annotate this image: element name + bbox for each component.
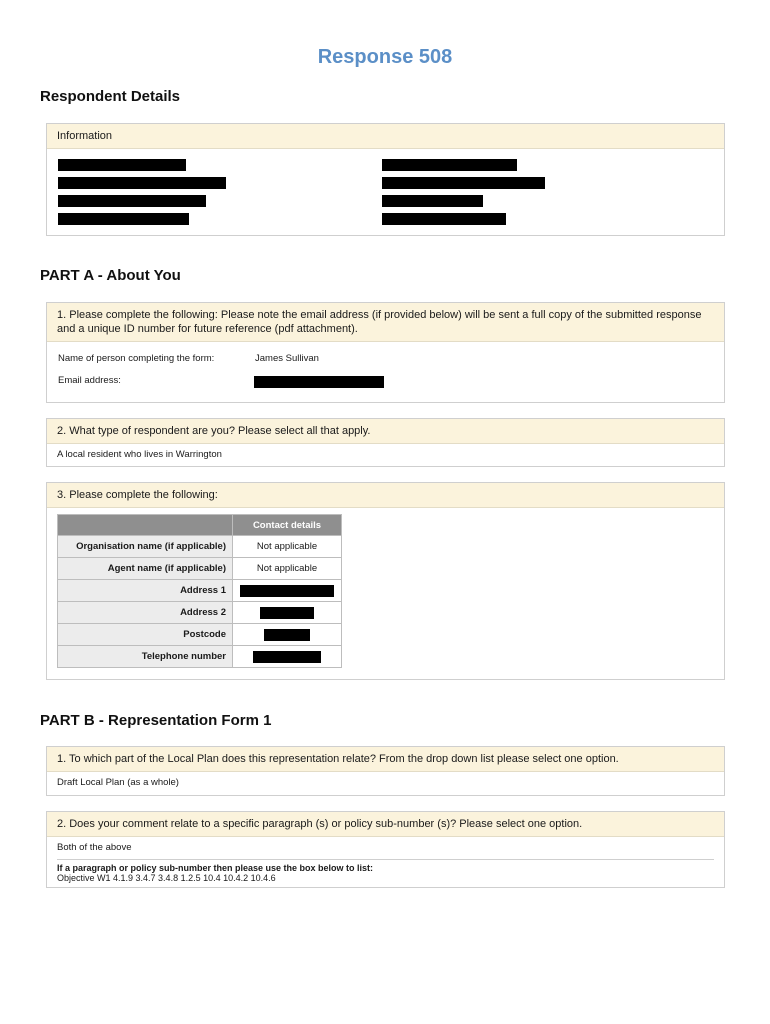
name-value: James Sullivan (255, 353, 319, 364)
part-a-q1-question: 1. Please complete the following: Please note the email address (if provided below) will be sent a full copy of the submitted response and a unique ID number for future reference (pdf attachment). (47, 303, 724, 342)
list-value: Objective W1 4.1.9 3.4.7 3.4.8 1.2.5 10.4 10.4.2 10.4.6 (57, 873, 276, 883)
table-row (58, 558, 342, 580)
info-box-title: Information (47, 124, 724, 149)
part-a-q3-question: 3. Please complete the following: (47, 483, 724, 508)
part-a-q3-box (46, 482, 725, 680)
part-b-q2-box (46, 811, 725, 888)
table-row (58, 580, 342, 602)
redacted-field (382, 213, 506, 225)
redacted-field (58, 177, 226, 189)
redacted-field (382, 195, 483, 207)
part-a-heading: PART A - About You (40, 267, 181, 284)
row-label: Agent name (if applicable) (58, 558, 233, 580)
contact-details-table (57, 514, 342, 668)
part-b-q1-box (46, 746, 725, 796)
row-label: Address 2 (58, 602, 233, 624)
respondent-details-heading: Respondent Details (40, 88, 181, 105)
row-label: Telephone number (58, 646, 233, 668)
table-row (58, 646, 342, 668)
redacted-email (254, 376, 384, 388)
row-value-redacted (233, 646, 342, 668)
table-header-blank (58, 515, 233, 536)
redacted-field (382, 159, 517, 171)
row-value: Not applicable (233, 536, 342, 558)
page-title: Response 508 (317, 46, 453, 68)
table-row (58, 536, 342, 558)
part-b-q1-answer: Draft Local Plan (as a whole) (57, 777, 179, 788)
redacted-field (382, 177, 545, 189)
row-value: Not applicable (233, 558, 342, 580)
table-row (58, 602, 342, 624)
redacted-field (58, 159, 186, 171)
redacted-field (58, 213, 189, 225)
part-a-q1-box (46, 302, 725, 403)
part-a-q2-answer: A local resident who lives in Warrington (57, 449, 222, 460)
table-row (58, 624, 342, 646)
part-b-q1-question: 1. To which part of the Local Plan does this representation relate? From the drop down list please select one option. (47, 747, 724, 772)
respondent-info-box (46, 123, 725, 236)
part-b-heading: PART B - Representation Form 1 (40, 712, 272, 729)
part-b-q2-question: 2. Does your comment relate to a specific paragraph (s) or policy sub-number (s)? Please select one option. (47, 812, 724, 837)
list-label: If a paragraph or policy sub-number then please use the box below to list: (57, 863, 374, 873)
divider (57, 859, 714, 860)
email-label: Email address: (58, 375, 121, 386)
part-a-q2-question: 2. What type of respondent are you? Please select all that apply. (47, 419, 724, 444)
row-label: Postcode (58, 624, 233, 646)
row-value-redacted (233, 580, 342, 602)
name-label: Name of person completing the form: (58, 353, 215, 364)
row-value-redacted (233, 602, 342, 624)
row-label: Organisation name (if applicable) (58, 536, 233, 558)
part-a-q2-box (46, 418, 725, 467)
row-value-redacted (233, 624, 342, 646)
part-b-q2-answer: Both of the above (57, 842, 132, 853)
table-header-contact: Contact details (233, 515, 342, 536)
row-label: Address 1 (58, 580, 233, 602)
redacted-field (58, 195, 206, 207)
